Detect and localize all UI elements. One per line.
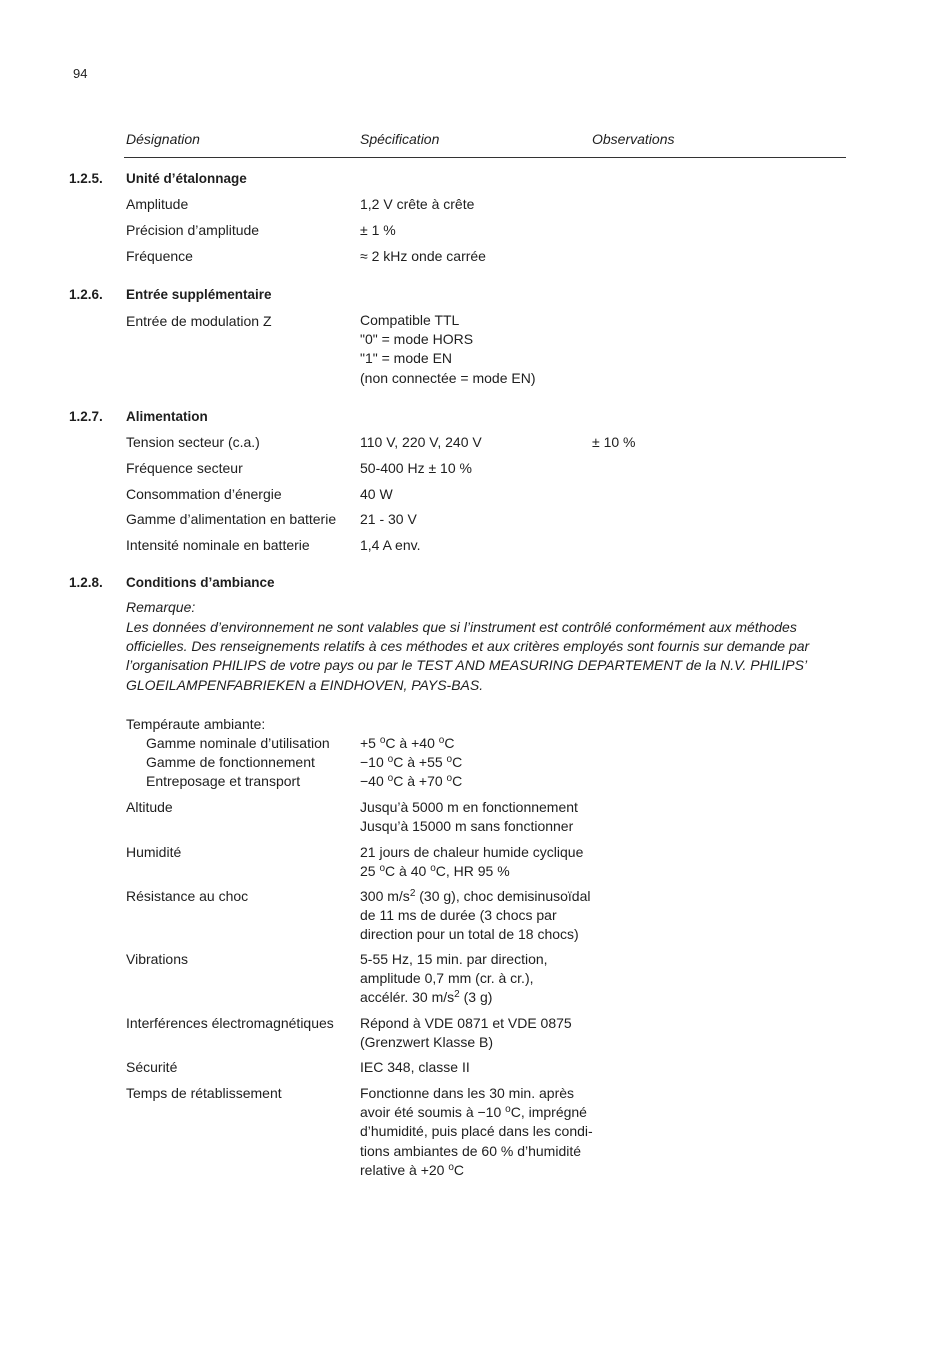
spec-frequence: ≈ 2 kHz onde carrée — [360, 248, 486, 264]
spec-vibrations — [360, 950, 548, 1008]
label-altitude: Altitude — [126, 799, 173, 815]
spec-altitude — [360, 798, 578, 836]
spec-securite: IEC 348, classe II — [360, 1059, 470, 1075]
section-title-conditions-ambiance: Conditions d’ambiance — [126, 575, 275, 590]
spec-consommation: 40 W — [360, 486, 393, 502]
spec-line: tions ambiantes de 60 % d’humidité — [360, 1142, 582, 1159]
label-gamme-fonctionnement: Gamme de fonctionnement — [146, 754, 315, 770]
spec-line: 21 jours de chaleur humide cyclique — [360, 844, 584, 860]
spec-interferences — [360, 1014, 572, 1052]
section-number-1-2-7: 1.2.7. — [69, 409, 103, 424]
label-securite: Sécurité — [126, 1059, 178, 1075]
label-modulation-z: Entrée de modulation Z — [126, 313, 272, 329]
spec-line: 300 $m/s^2$ (30 g), choc demisinusoïdal — [360, 888, 591, 904]
spec-line: de 11 ms de durée (3 chocs par — [360, 907, 557, 924]
spec-modulation-z — [360, 311, 536, 388]
label-frequence: Fréquence — [126, 248, 193, 264]
section-title-alimentation: Alimentation — [126, 409, 208, 424]
label-gamme-nominale: Gamme nominale d’utilisation — [146, 735, 330, 751]
spec-gamme-nominale: +5 $^o$C à +40 $^o$C — [360, 735, 455, 751]
spec-line: avoir été soumis à −10 $^o$C, imprégné — [360, 1104, 587, 1121]
spec-line: 25 $^o$C à 40 $^o$C, HR 95 % — [360, 863, 510, 880]
spec-line: Répond à VDE 0871 et VDE 0875 — [360, 1015, 572, 1031]
section-number-1-2-5: 1.2.5. — [69, 171, 103, 186]
section-title-entree-supplementaire: Entrée supplémentaire — [126, 287, 272, 302]
spec-line: d’humidité, puis placé dans les condi- — [360, 1123, 593, 1140]
spec-line: accélér. 30 $m/s^2$ (3 g) — [360, 989, 493, 1006]
spec-line: amplitude 0,7 mm (cr. à cr.), — [360, 970, 534, 987]
column-header-observations: Observations — [592, 131, 675, 147]
section-title-unite-etalonnage: Unité d’étalonnage — [126, 171, 247, 186]
spec-line: Fonctionne dans les 30 min. après — [360, 1085, 575, 1101]
label-tension-secteur: Tension secteur (c.a.) — [126, 434, 260, 450]
spec-line: Jusqu’à 5000 m en fonctionnement — [360, 799, 578, 815]
label-temperature-ambiante: Tempéraute ambiante: — [126, 716, 266, 732]
label-temps-retablissement: Temps de rétablissement — [126, 1085, 282, 1101]
label-amplitude: Amplitude — [126, 196, 189, 212]
spec-intensite-batterie: 1,4 A env. — [360, 537, 421, 553]
spec-humidite — [360, 843, 583, 881]
spec-line: relative à +20 $^o$C — [360, 1161, 465, 1178]
spec-line: Jusqu’à 15000 m sans fonctionner — [360, 818, 574, 835]
page-number: 94 — [73, 66, 88, 81]
spec-tension-secteur: 110 V, 220 V, 240 V — [360, 434, 482, 450]
obs-tension-secteur: ± 10 % — [592, 434, 636, 450]
label-frequence-secteur: Fréquence secteur — [126, 460, 243, 476]
spec-line: direction pour un total de 18 chocs) — [360, 926, 579, 943]
section-number-1-2-6: 1.2.6. — [69, 287, 103, 302]
spec-entreposage: −40 $^o$C à +70 $^o$C — [360, 773, 463, 789]
label-intensite-batterie: Intensité nominale en batterie — [126, 537, 310, 553]
spec-line: 5-55 Hz, 15 min. par direction, — [360, 951, 548, 967]
spec-frequence-secteur: 50-400 Hz ± 10 % — [360, 460, 472, 476]
spec-line: "0" = mode HORS — [360, 331, 474, 348]
label-consommation: Consommation d’énergie — [126, 486, 282, 502]
section-number-1-2-8: 1.2.8. — [69, 575, 103, 590]
label-interferences: Interférences électromagnétiques — [126, 1015, 334, 1031]
label-precision-amplitude: Précision d’amplitude — [126, 222, 260, 238]
label-resistance-choc: Résistance au choc — [126, 888, 249, 904]
spec-line: (Grenzwert Klasse B) — [360, 1034, 494, 1051]
remark-label: Remarque: — [126, 599, 196, 615]
label-entreposage: Entreposage et transport — [146, 773, 301, 789]
column-header-specification: Spécification — [360, 131, 440, 147]
spec-gamme-fonctionnement: −10 $^o$C à +55 $^o$C — [360, 754, 463, 770]
header-rule — [124, 157, 846, 158]
remark-text: Les données d’environnement ne sont valables que si l’instrument est contrôlé conformément aux méthodes officielles. Des renseignements relatifs à ces méthodes et aux critères employés sont fournis sur demande par l’organisation PHILIPS de votre pays ou par le TEST AND MEASURING DEPARTEMENT de la N.V. PHILIPS’ GLOEILAMPENFABRIEKEN a EINDHOVEN, PAYS-BAS. — [126, 619, 810, 693]
column-header-designation: Désignation — [126, 131, 200, 147]
spec-amplitude: 1,2 V crête à crête — [360, 196, 475, 212]
spec-line: Compatible TTL — [360, 312, 460, 328]
spec-resistance-choc — [360, 887, 590, 945]
spec-temps-retablissement — [360, 1084, 593, 1180]
spec-precision-amplitude: ± 1 % — [360, 222, 396, 238]
label-gamme-batterie: Gamme d’alimentation en batterie — [126, 511, 337, 527]
spec-line: (non connectée = mode EN) — [360, 369, 536, 386]
label-vibrations: Vibrations — [126, 951, 189, 967]
spec-gamme-batterie: 21 - 30 V — [360, 511, 417, 527]
spec-line: "1" = mode EN — [360, 350, 453, 367]
label-humidite: Humidité — [126, 844, 182, 860]
